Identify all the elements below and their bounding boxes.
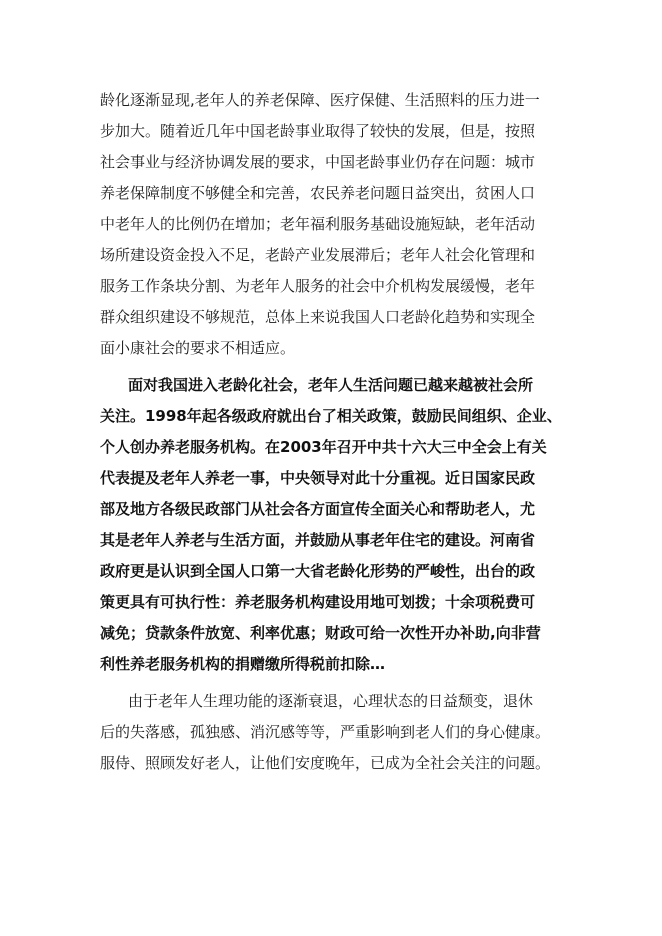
paragraph-2-line-3: 个人创办养老服务机构。在2003年召开中共十六大三中全会上有关 — [100, 438, 547, 456]
paragraph-2-line-2: 关注。1998年起各级政府就出台了相关政策，鼓励民间组织、企业、 — [100, 407, 562, 425]
paragraph-2-line-9: 减免；贷款条件放宽、利率优惠；财政可给一次性开办补助,向非营 — [100, 624, 541, 642]
paragraph-2-line-7: 政府更是认识到全国人口第一大省老龄化形势的严峻性，出台的政 — [100, 562, 536, 580]
paragraph-1-line-3: 社会事业与经济协调发展的要求，中国老龄事业仍存在问题：城市 — [100, 153, 536, 171]
paragraph-3-line-3: 服侍、照顾发好老人，让他们安度晚年，已成为全社会关注的问题。 — [100, 754, 551, 772]
paragraph-1-line-4: 养老保障制度不够健全和完善，农民养老问题日益突出，贫困人口 — [100, 184, 536, 202]
paragraph-2-line-1: 面对我国进入老龄化社会，老年人生活问题已越来越被社会所 — [128, 376, 534, 394]
paragraph-1-line-8: 群众组织建设不够规范，总体上来说我国人口老龄化趋势和实现全 — [100, 308, 536, 326]
paragraph-2-line-4: 代表提及老年人养老一事，中央领导对此十分重视。近日国家民政 — [100, 469, 536, 487]
paragraph-1-line-6: 场所建设资金投入不足，老龄产业发展滞后；老年人社会化管理和 — [100, 246, 536, 264]
paragraph-2-line-6: 其是老年人养老与生活方面，并鼓励从事老年住宅的建设。河南省 — [100, 531, 536, 549]
paragraph-1-line-7: 服务工作条块分割、为老年人服务的社会中介机构发展缓慢，老年 — [100, 277, 536, 295]
paragraph-1-line-9: 面小康社会的要求不相适应。 — [100, 339, 296, 357]
paragraph-3-line-2: 后的失落感，孤独感、消沉感等等，严重影响到老人们的身心健康。 — [100, 723, 551, 741]
paragraph-2-line-5: 部及地方各级民政部门从社会各方面宣传全面关心和帮助老人，尤 — [100, 500, 536, 518]
paragraph-2-line-8: 策更具有可执行性：养老服务机构建设用地可划拨；十余项税费可 — [100, 593, 536, 611]
paragraph-1-line-5: 中老年人的比例仍在增加；老年福利服务基础设施短缺，老年活动 — [100, 215, 536, 233]
paragraph-1-line-2: 步加大。随着近几年中国老龄事业取得了较快的发展，但是，按照 — [100, 122, 536, 140]
paragraph-1-line-1: 龄化逐渐显现,老年人的养老保障、医疗保健、生活照料的压力进一 — [100, 91, 540, 109]
paragraph-2-line-10: 利性养老服务机构的捐赠缴所得税前扣除… — [100, 655, 386, 673]
paragraph-3-line-1: 由于老年人生理功能的逐渐衰退，心理状态的日益颓变，退休 — [128, 692, 534, 710]
